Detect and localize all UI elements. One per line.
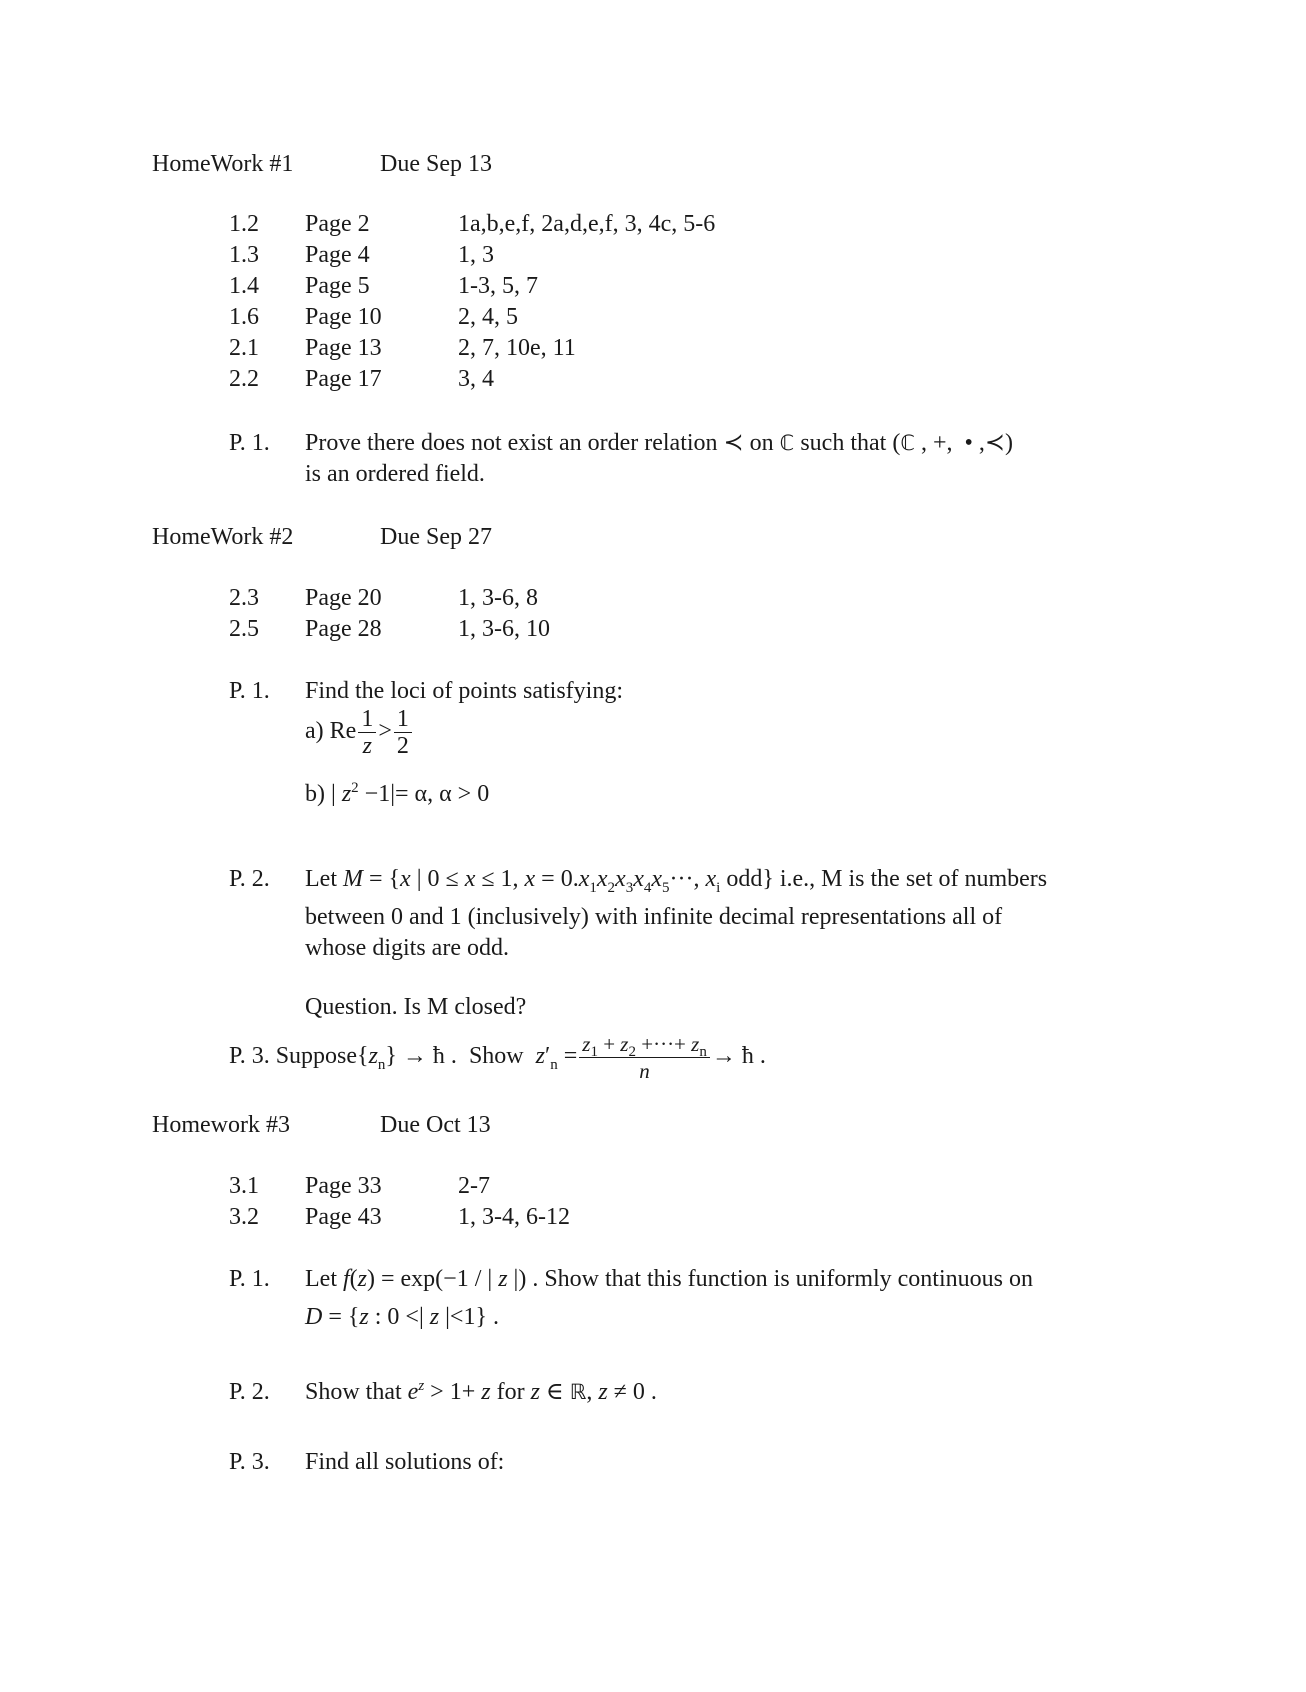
hw2-row-1-section: 2.3: [229, 585, 259, 611]
hw3-p1-label: P. 1.: [229, 1266, 270, 1292]
real-condition: z ∈ ℝ, z ≠ 0 .: [530, 1379, 657, 1405]
hw2-row-2-problems: 1, 3-6, 10: [458, 616, 550, 642]
hw1-p1-line-1: Prove there does not exist an order relation ≺ on ℂ such that (ℂ , +, • ,≺): [305, 430, 1014, 456]
hw3-row-2-page: Page 43: [305, 1204, 382, 1230]
hw2-p3: P. 3. $Suppose\{z_n\} \to ћ$ . Show $z'_n$ = $\frac{z_1 + z_2 +\cdot\cdot\cdot+ z_n}{n}$ → ћ .: [229, 1032, 766, 1083]
hw3-p3-label: P. 3.: [229, 1449, 270, 1475]
hw2-row-2-page: Page 28: [305, 616, 382, 642]
hw1-row-6-page: Page 17: [305, 366, 382, 392]
hw3-due-date: Due Oct 13: [380, 1112, 491, 1138]
hw2-p1-part-b: b) | $z^2 -1|= \alpha$, α > 0: [305, 780, 490, 807]
hw1-row-1-section: 1.2: [229, 211, 259, 237]
hw2-p1-text: Find the loci of points satisfying:: [305, 678, 623, 704]
ordered-field-tuple: (ℂ , +, • ,≺): [892, 430, 1014, 456]
hw2-p2-line-2: between 0 and 1 (inclusively) with infinite decimal representations all of: [305, 904, 1003, 930]
hw2-due-date: Due Sep 27: [380, 524, 492, 550]
hw2-p1-label: P. 1.: [229, 678, 270, 704]
complex-set-symbol: ℂ: [779, 431, 795, 455]
hw1-row-2-page: Page 4: [305, 242, 370, 268]
hw2-row-1-page: Page 20: [305, 585, 382, 611]
hw2-p2-question: Question. Is M closed?: [305, 994, 527, 1020]
hw3-row-1-page: Page 33: [305, 1173, 382, 1199]
hw1-row-6-section: 2.2: [229, 366, 259, 392]
hw1-row-3-section: 1.4: [229, 273, 259, 299]
hw1-row-3-problems: 1-3, 5, 7: [458, 273, 538, 299]
hw3-p1-domain: D = {z : 0 <| z |<1} .: [305, 1304, 499, 1330]
hw1-row-4-section: 1.6: [229, 304, 259, 330]
hw1-row-2-section: 1.3: [229, 242, 259, 268]
hw1-p1-label: P. 1.: [229, 430, 270, 456]
hw1-row-2-problems: 1, 3: [458, 242, 494, 268]
hw2-p2-line-3: whose digits are odd.: [305, 935, 509, 961]
exp-inequality: $e^z > 1+ z$: [407, 1378, 491, 1405]
hw2-p2-line-1: Let M = {x | 0 ≤ x ≤ 1, $x = 0.x_1x_2x_3x_4x_5\cdot\cdot\cdot$, $x_i$ odd} i.e., M is the set of numbers: [305, 866, 1048, 896]
hw3-row-2-problems: 1, 3-4, 6-12: [458, 1204, 570, 1230]
hw1-due-date: Due Sep 13: [380, 151, 492, 177]
hw3-title: Homework #3: [152, 1112, 290, 1138]
hw3-row-1-problems: 2-7: [458, 1173, 490, 1199]
hw1-row-5-section: 2.1: [229, 335, 259, 361]
hw1-row-4-page: Page 10: [305, 304, 382, 330]
hw1-row-1-problems: 1a,b,e,f, 2a,d,e,f, 3, 4c, 5-6: [458, 211, 716, 237]
hw3-row-2-section: 3.2: [229, 1204, 259, 1230]
hw1-row-5-problems: 2, 7, 10e, 11: [458, 335, 576, 361]
hw1-row-5-page: Page 13: [305, 335, 382, 361]
hw2-row-2-section: 2.5: [229, 616, 259, 642]
hw2-row-1-problems: 1, 3-6, 8: [458, 585, 538, 611]
hw3-row-1-section: 3.1: [229, 1173, 259, 1199]
hw1-title: HomeWork #1: [152, 151, 294, 177]
hw2-p2-label: P. 2.: [229, 866, 270, 892]
hw2-title: HomeWork #2: [152, 524, 294, 550]
hw3-p1-line-1: Let f(z) = exp(−1 / | z |) . Show that this function is uniformly continuous on: [305, 1266, 1033, 1292]
hw1-row-1-page: Page 2: [305, 211, 370, 237]
hw3-p2-line: Show that $e^z > 1+ z$ for z ∈ ℝ, z ≠ 0 .: [305, 1378, 657, 1405]
hw3-p2-label: P. 2.: [229, 1379, 270, 1405]
set-M-definition: M = {x | 0 ≤ x ≤ 1, $x = 0.x_1x_2x_3x_4x_5\cdot\cdot\cdot$, $x_i$ odd}: [342, 866, 774, 896]
hw3-p3-text: Find all solutions of:: [305, 1449, 505, 1475]
mean-sequence: $z'_n$ = $\frac{z_1 + z_2 +\cdot\cdot\cdot+ z_n}{n}$ → ћ .: [535, 1032, 766, 1083]
function-definition: f(z) = exp(−1 / | z |) .: [342, 1266, 539, 1292]
hw1-row-4-problems: 2, 4, 5: [458, 304, 518, 330]
prec-symbol: ≺: [723, 430, 744, 456]
hw1-row-6-problems: 3, 4: [458, 366, 494, 392]
sequence-converges: $\{z_n\} \to ћ$ .: [357, 1043, 457, 1073]
hw1-p1-line-2: is an ordered field.: [305, 461, 485, 487]
hw1-row-3-page: Page 5: [305, 273, 370, 299]
hw2-p1-part-a: a) Re $\frac{1}{z}$ > $\frac{1}{2}$: [305, 706, 414, 759]
